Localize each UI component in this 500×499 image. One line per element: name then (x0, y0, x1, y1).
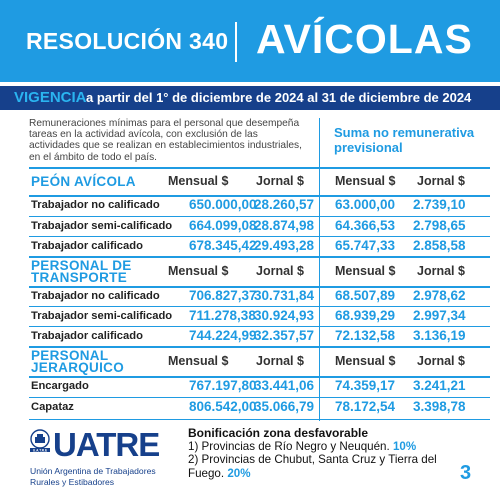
col-header-mensual: Mensual $ (168, 174, 229, 188)
bonus-item-2-pct: 20% (227, 466, 251, 480)
value-mensual: 767.197,80 (189, 378, 257, 393)
col-header-jornal: Jornal $ (256, 264, 304, 278)
row-label: Trabajador no calificado (31, 199, 160, 211)
table-row (29, 217, 490, 237)
section-name: PEÓN AVÍCOLA (31, 174, 136, 189)
logo-fullname-line2: Rurales y Estibadores (30, 477, 115, 487)
value-nr-jornal: 2.739,10 (413, 197, 466, 212)
resolution-title: RESOLUCIÓN 340 (26, 28, 229, 54)
col-header-jornal: Jornal $ (256, 174, 304, 188)
table-row (29, 327, 490, 347)
table-row (29, 237, 490, 257)
row-label: Trabajador no calificado (31, 290, 160, 302)
value-nr-mensual: 74.359,17 (335, 378, 396, 393)
col-header-nr-mensual: Mensual $ (335, 174, 396, 188)
value-nr-jornal: 2.858,58 (413, 238, 466, 253)
value-mensual: 664.099,08 (189, 218, 257, 233)
col-header-nr-jornal: Jornal $ (417, 354, 465, 368)
table-row (29, 196, 490, 216)
value-nr-mensual: 78.172,54 (335, 399, 396, 414)
bonus-item-2-text: 2) Provincias de Chubut, Santa Cruz y Tierra del Fuego. (188, 453, 437, 480)
vigencia-text: a partir del 1° de diciembre de 2024 al 31 de diciembre de 2024 (86, 90, 472, 105)
page-title: AVÍCOLAS (256, 16, 473, 62)
value-jornal: 33.441,06 (254, 378, 315, 393)
row-label: Trabajador semi-calificado (31, 220, 173, 232)
value-mensual: 678.345,42 (189, 238, 257, 253)
table-row (29, 377, 490, 397)
value-nr-jornal: 3.241,21 (413, 378, 466, 393)
divider-line (29, 419, 490, 420)
value-jornal: 35.066,79 (254, 399, 315, 414)
col-header-nr-jornal: Jornal $ (417, 264, 465, 278)
row-label: Capataz (31, 401, 74, 413)
value-mensual: 706.827,37 (189, 288, 257, 303)
col-header-nr-mensual: Mensual $ (335, 354, 396, 368)
section-header-peon (29, 170, 490, 194)
bonus-item-2 (188, 453, 458, 479)
header-divider (235, 22, 237, 62)
value-nr-jornal: 2.798,65 (413, 218, 466, 233)
value-nr-mensual: 64.366,53 (335, 218, 396, 233)
value-jornal: 28.874,98 (254, 218, 315, 233)
row-label: Encargado (31, 380, 89, 392)
section-header-transporte (29, 258, 490, 286)
bonus-item-1 (188, 440, 458, 453)
bonus-item-1-text: 1) Provincias de Río Negro y Neuquén. (188, 440, 390, 454)
header-banner (0, 0, 500, 82)
intro-text: Remuneraciones mínimas para el personal que desempeña tareas en la actividad avícola, con exclusión de las actividades que se realizan en establecimientos industriales, en el ámbito de todo el país. (29, 118, 302, 163)
value-nr-mensual: 63.000,00 (335, 197, 396, 212)
row-label: Trabajador calificado (31, 330, 143, 342)
value-nr-mensual: 68.939,29 (335, 308, 396, 323)
table-row (29, 307, 490, 327)
col-header-mensual: Mensual $ (168, 354, 229, 368)
bonus-section (188, 427, 458, 480)
col-header-nr-jornal: Jornal $ (417, 174, 465, 188)
row-label: Trabajador semi-calificado (31, 310, 173, 322)
value-jornal: 30.924,93 (254, 308, 315, 323)
value-jornal: 29.493,28 (254, 238, 315, 253)
bonus-title: Bonificación zona desfavorable (188, 426, 369, 440)
vigencia-label: VIGENCIA (14, 89, 87, 106)
value-nr-mensual: 72.132,58 (335, 328, 396, 343)
value-jornal: 28.260,57 (254, 197, 315, 212)
logo-name: UATRE (53, 426, 160, 463)
row-label: Trabajador calificado (31, 240, 143, 252)
value-mensual: 711.278,38 (189, 308, 256, 323)
emblem-text: U.A.T.R.E (32, 448, 48, 453)
page-number: 3 (460, 462, 472, 484)
section-name: PERSONAL JERARQUICO (31, 348, 125, 375)
uatre-emblem-icon (28, 429, 52, 453)
value-mensual: 650.000,00 (189, 197, 257, 212)
section-header-jerarquico (29, 348, 490, 376)
value-nr-jornal: 3.398,78 (413, 399, 466, 414)
value-mensual: 806.542,00 (189, 399, 257, 414)
divider-line (29, 167, 490, 169)
col-header-mensual: Mensual $ (168, 264, 229, 278)
value-nr-jornal: 3.136,19 (413, 328, 466, 343)
table-row (29, 287, 490, 307)
col-header-nr-mensual: Mensual $ (335, 264, 396, 278)
value-jornal: 32.357,57 (254, 328, 315, 343)
vigencia-bar (0, 86, 500, 110)
value-nr-jornal: 2.978,62 (413, 288, 466, 303)
logo-fullname-line1: Unión Argentina de Trabajadores (30, 466, 156, 476)
value-nr-mensual: 68.507,89 (335, 288, 396, 303)
value-nr-mensual: 65.747,33 (335, 238, 396, 253)
uatre-logo (28, 426, 193, 489)
value-nr-jornal: 2.997,34 (413, 308, 466, 323)
section-name: PERSONAL DE TRANSPORTE (31, 258, 132, 285)
value-jornal: 30.731,84 (254, 288, 315, 303)
non-remunerative-heading: Suma no remunerativa previsional (334, 125, 475, 155)
value-mensual: 744.224,99 (189, 328, 257, 343)
table-row (29, 398, 490, 418)
bonus-item-1-pct: 10% (392, 440, 417, 454)
col-header-jornal: Jornal $ (256, 354, 304, 368)
